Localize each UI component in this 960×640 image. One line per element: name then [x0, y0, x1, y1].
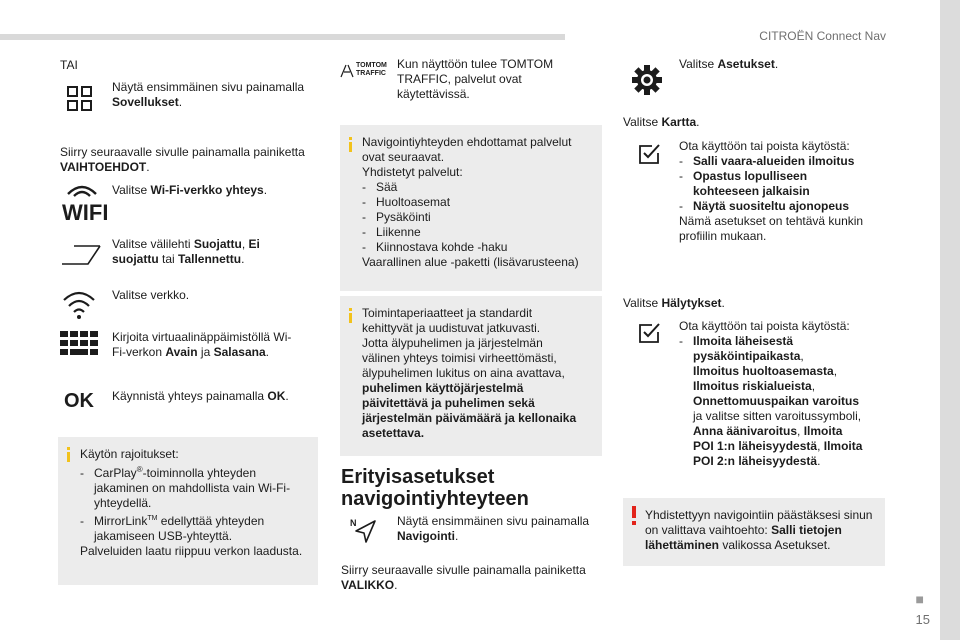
note-item: - MirrorLink™ edellyttää yhteyden: [80, 514, 265, 528]
note-line: Yhdistettyyn navigointiin päästäksesi sinun: [645, 508, 873, 522]
alerts-instruction: Valitse Hälytykset.: [623, 296, 725, 310]
services-note: [340, 125, 602, 291]
alerts-toggle-list: Ota käyttöön tai poista käytöstä: - Ilmoita läheisestä pysäköintipaikasta, Ilmoitus huoltoasemasta, Ilmoitus riskialueista, Onnettomuuspaikan varoitus ja valitse sitten varoitussymboli, Anna äänivaroitus, Ilmoita POI 1:n läheisyydestä, Ilmoita POI 2:n läheisyydestä.: [679, 319, 863, 468]
menu-instruction: Siirry seuraavalle sivulle painamalla painiketta VALIKKO.: [341, 563, 586, 592]
next-page-instruction: Siirry seuraavalle sivulle painamalla painiketta VAIHTOEHDOT.: [60, 145, 305, 174]
note-line: on valittava vaihtoehto: Salli tietojen: [645, 523, 842, 537]
note-line: välinen yhteys toimisi virheettömästi,: [362, 351, 557, 365]
note-item-cont: jakaminen on mahdollista vain Wi-Fi-: [94, 481, 291, 495]
note-item: - CarPlay®-toiminnolla yhteyden: [80, 465, 256, 480]
note-line: Navigointiyhteyden ehdottamat palvelut: [362, 135, 572, 149]
wifi-instruction: Valitse Wi-Fi-verkko yhteys.: [112, 183, 268, 197]
checkbox-tick-icon: [638, 322, 660, 344]
map-instruction: Valitse Kartta.: [623, 115, 700, 129]
tab-instruction: Valitse välilehti Suojattu, Ei suojattu tai Tallennettu.: [112, 237, 260, 266]
note-line: järjestelmän päivämäärä ja kellonaika: [362, 411, 577, 425]
note-line: asetettava.: [362, 426, 425, 440]
data-sharing-warning: [623, 498, 885, 566]
page-header-title: CITROËN Connect Nav: [759, 29, 886, 43]
keyboard-instruction: Kirjoita virtuaalinäppäimistöllä Wi- Fi-verkon Avain ja Salasana.: [112, 330, 292, 359]
usage-restrictions-note: [58, 437, 318, 585]
note-item-cont: jakamiseen USB-yhteyttä.: [94, 529, 233, 543]
map-toggle-list: Ota käyttöön tai poista käytöstä: - Salli vaara-alueiden ilmoitus - Opastus lopulliseen kohteeseen jalkaisin - Näytä suositeltu ajonopeus Nämä asetukset on tehtävä kunkin profiilin mukaan.: [679, 139, 864, 243]
note-line: Jotta älypuhelimen ja järjestelmän: [362, 336, 543, 350]
info-marker-icon: [66, 447, 72, 459]
note-line: lähettäminen valikossa Asetukset.: [645, 538, 831, 552]
network-instruction: Valitse verkko.: [112, 288, 190, 302]
tai-label: TAI: [60, 58, 78, 72]
service-item: - Kiinnostava kohde -haku: [362, 240, 508, 254]
note-line: puhelimen käyttöjärjestelmä: [362, 381, 524, 395]
navigation-instruction: Näytä ensimmäinen sivu painamalla Navigointi.: [397, 514, 590, 543]
side-tab: [940, 0, 960, 640]
wifi-icon: WIFI: [62, 182, 102, 224]
note-item-cont: yhteydellä.: [94, 496, 152, 510]
info-marker-icon: [348, 308, 354, 320]
warning-exclamation-icon: [631, 506, 637, 526]
tomtom-instruction: Kun näyttöön tulee TOMTOM TRAFFIC, palvelut ovat käytettävissä.: [397, 57, 554, 101]
header-bar: [0, 34, 565, 40]
keyboard-icon: [60, 331, 98, 355]
note-line: ovat seuraavat.: [362, 150, 445, 164]
note-line: Vaarallinen alue -paketti (lisävarusteena): [362, 255, 579, 269]
svg-text:N: N: [350, 518, 357, 528]
navigation-arrow-icon: [350, 517, 378, 545]
ok-instruction: Käynnistä yhteys painamalla OK.: [112, 389, 289, 403]
wifi-signal-icon: [62, 290, 96, 320]
settings-instruction: Valitse Asetukset.: [679, 57, 779, 71]
smartphone-note: [340, 296, 602, 456]
apps-grid-icon: [67, 86, 93, 112]
page-number: 15: [915, 612, 930, 627]
service-item: - Pysäköinti: [362, 210, 431, 224]
checkbox-tick-icon: [638, 143, 660, 165]
apps-instruction: Näytä ensimmäinen sivu painamalla Sovellukset.: [112, 80, 305, 109]
info-marker-icon: [348, 137, 354, 149]
note-line: päivitettävä ja puhelimen sekä: [362, 396, 535, 410]
service-item: - Sää: [362, 180, 398, 194]
service-item: - Huoltoasemat: [362, 195, 451, 209]
service-item: - Liikenne: [362, 225, 421, 239]
bullet-dot: ■: [915, 591, 924, 607]
ok-icon: OK: [64, 390, 94, 412]
note-end: Palveluiden laatu riippuu verkon laadusta.: [80, 544, 303, 558]
note-line: älypuhelimen lukitus on aina avattava,: [362, 366, 565, 380]
note-line: Yhdistetyt palvelut:: [362, 165, 463, 179]
note-line: kehittyvät ja uudistuvat jatkuvasti.: [362, 321, 541, 335]
settings-gear-icon: [631, 64, 663, 96]
tab-select-icon: [60, 244, 104, 266]
section-heading: Erityisasetukset navigointiyhteyteen: [341, 466, 529, 510]
note-line: Toimintaperiaatteet ja standardit: [362, 306, 533, 320]
note-title: Käytön rajoitukset:: [80, 447, 179, 461]
